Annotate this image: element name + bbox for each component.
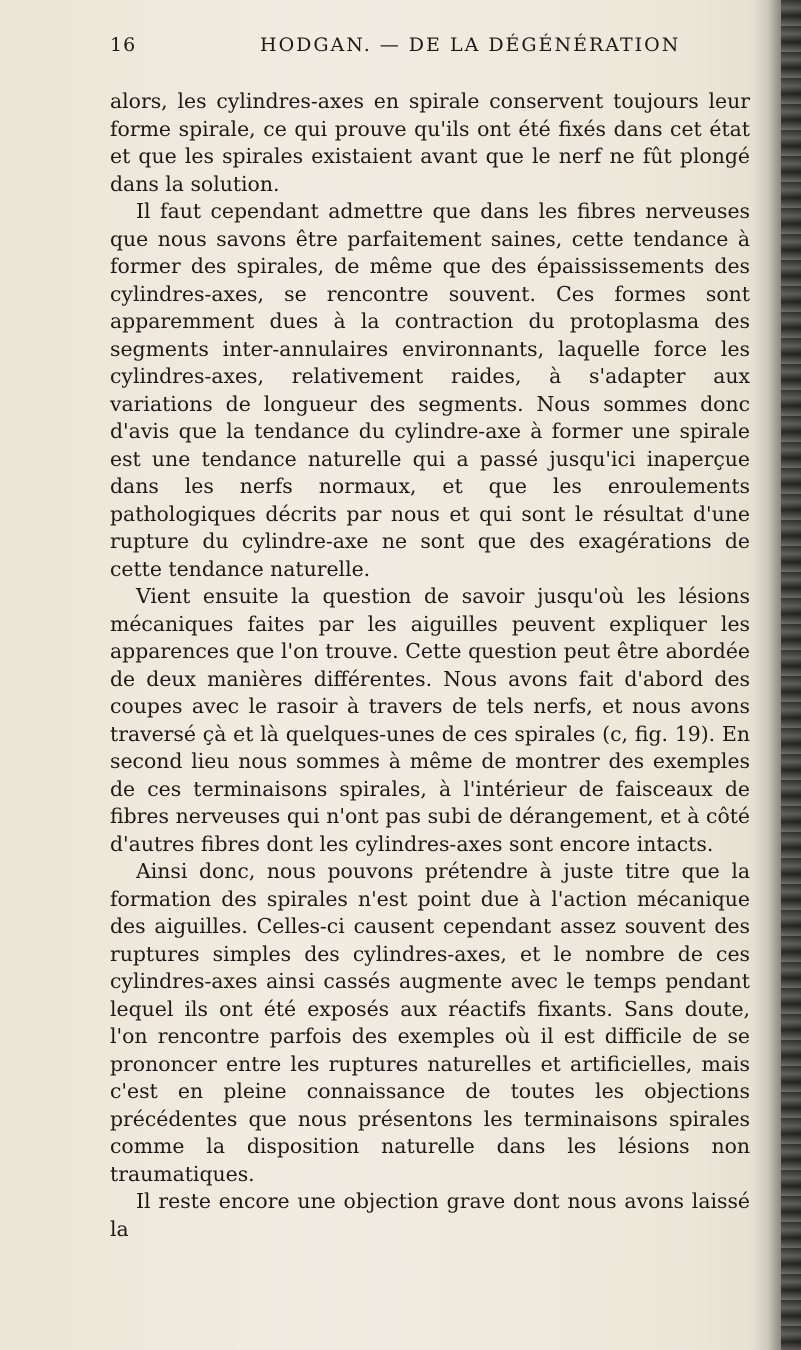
paragraph-4: Ainsi donc, nous pouvons prétendre à juste titre que la formation des spirales n'est point due à l'action mécanique des aiguilles. Celles-ci causent cependant assez souvent des ruptures simples des cylindres-axes, et le nombre de ces cylindres-axes ainsi cassés augmente avec le temps pendant lequel ils ont été exposés aux réactifs fixants. Sans doute, l'on rencontre parfois des exemples où il est difficile de se prononcer entre les ruptures naturelles et artificielles, mais c'est en pleine connaissance de toutes les objections précédentes que nous présentons les terminaisons spirales comme la disposition naturelle dans les lésions non traumatiques. xyxy=(110,859,750,1186)
page-number: 16 xyxy=(110,34,137,56)
running-title: HODGAN. — DE LA DÉGÉNÉRATION xyxy=(260,34,681,56)
paragraph-5: Il reste encore une objection grave dont nous avons laissé la xyxy=(110,1189,750,1241)
paragraph-3: Vient ensuite la question de savoir jusqu'où les lésions mécaniques faites par les aiguilles peuvent expliquer les apparences que l'on trouve. Cette question peut être abordée de deux manières différentes. Nous avons fait d'abord des coupes avec le rasoir à travers de tels nerfs, et nous avons traversé çà et là quelques-unes de ces spirales (c, fig. 19). En second lieu nous sommes à même de montrer des exemples de ces terminaisons spirales, à l'intérieur de faisceaux de fibres nerveuses qui n'ont pas subi de dérangement, et à côté d'autres fibres dont les cylindres-axes sont encore intacts. xyxy=(110,584,750,856)
paragraph-1: alors, les cylindres-axes en spirale conservent toujours leur forme spirale, ce qui prouve qu'ils ont été fixés dans cet état et que les spirales existaient avant que le nerf ne fût plongé dans la solution. xyxy=(110,89,750,196)
book-spine-edge xyxy=(781,0,801,1350)
paragraph-2: Il faut cependant admettre que dans les fibres nerveuses que nous savons être parfaitement saines, cette tendance à former des spirales, de même que des épaississements des cylindres-axes, se rencontre souvent. Ces formes sont apparemment dues à la contraction du protoplasma des segments inter-annulaires environnants, laquelle force les cylindres-axes, relativement raides, à s'adapter aux variations de longueur des segments. Nous sommes donc d'avis que la tendance du cylindre-axe à former une spirale est une tendance naturelle qui a passé jusqu'ici inaperçue dans les nerfs normaux, et que les enroulements pathologiques décrits par nous et qui sont le résultat d'une rupture du cylindre-axe ne sont que des exagérations de cette tendance naturelle. xyxy=(110,199,750,581)
page-header xyxy=(110,34,710,68)
body-text xyxy=(110,88,750,1243)
